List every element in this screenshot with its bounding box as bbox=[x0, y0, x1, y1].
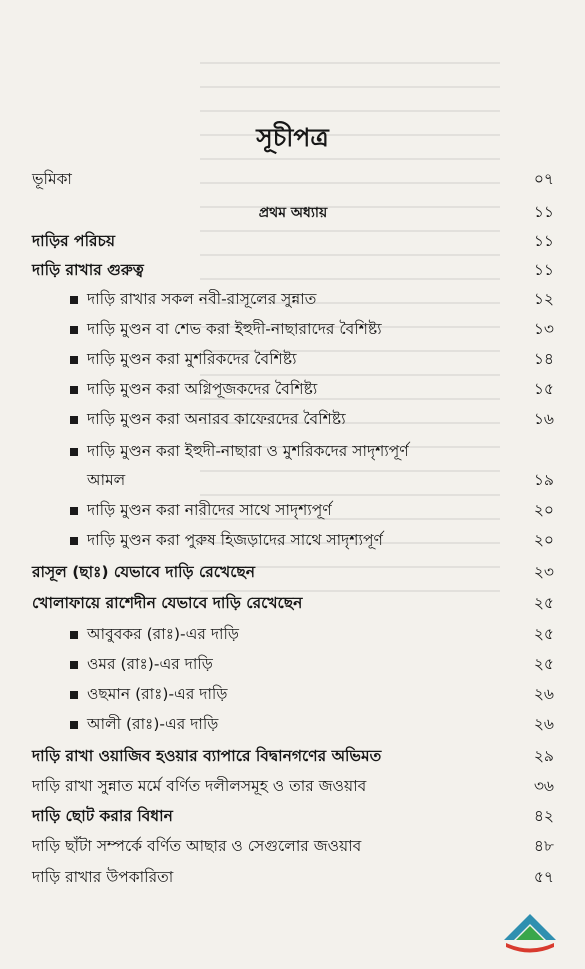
toc-entry bbox=[32, 228, 554, 256]
chapter-heading bbox=[32, 199, 554, 227]
toc-entry-text: দাড়ি রাখার গুরুত্ব bbox=[32, 261, 144, 279]
square-bullet-icon bbox=[70, 721, 78, 729]
toc-entry-text: দাড়ি রাখার সকল নবী-রাসূলের সুন্নাত bbox=[87, 290, 317, 308]
toc-entry-page: ২৬ bbox=[533, 685, 554, 703]
toc-entry bbox=[32, 257, 554, 285]
toc-entry-page: ৩৬ bbox=[533, 777, 554, 795]
toc-entry-page: ১৬ bbox=[533, 410, 554, 428]
toc-entry-text: দাড়ির পরিচয় bbox=[32, 232, 116, 250]
toc-subentry bbox=[70, 346, 554, 374]
toc-entry-text: আলী (রাঃ)-এর দাড়ি bbox=[87, 715, 219, 733]
toc-entry-page: ২৯ bbox=[533, 747, 554, 765]
toc-entry-text: দাড়ি মুণ্ডন করা পুরুষ হিজড়াদের সাথে সাদৃশ্যপূর্ণ bbox=[87, 531, 383, 549]
toc-entry-page: ৫৭ bbox=[533, 868, 554, 886]
square-bullet-icon bbox=[70, 296, 78, 304]
toc-entry-page: ০৭ bbox=[533, 170, 554, 188]
toc-entry bbox=[32, 833, 554, 861]
square-bullet-icon bbox=[70, 448, 78, 456]
toc-entry-text: ভূমিকা bbox=[32, 170, 72, 188]
toc-entry-text: ওছমান (রাঃ)-এর দাড়ি bbox=[87, 685, 228, 703]
toc-subentry bbox=[70, 681, 554, 709]
toc-entry-text: দাড়ি রাখা সুন্নাত মর্মে বর্ণিত দলীলসমূহ ও তার জওয়াব bbox=[32, 777, 367, 795]
toc-entry-page: ১৯ bbox=[533, 471, 554, 489]
toc-entry-page: ২৫ bbox=[533, 625, 554, 643]
square-bullet-icon bbox=[70, 691, 78, 699]
toc-entry-text: দাড়ি মুণ্ডন করা অগ্নিপূজকদের বৈশিষ্ট্য bbox=[87, 380, 318, 398]
toc-entry-text: দাড়ি ছোট করার বিধান bbox=[32, 807, 173, 825]
toc-entry-page: ১৫ bbox=[533, 380, 554, 398]
toc-subentry bbox=[70, 621, 554, 649]
toc-entry bbox=[32, 743, 554, 771]
toc-entry-text-continued: আমল bbox=[87, 471, 126, 489]
toc-entry-page: ২৬ bbox=[533, 715, 554, 733]
toc-entry-page: ১১ bbox=[533, 203, 554, 221]
toc-entry-page: ২৫ bbox=[533, 655, 554, 673]
toc-entry bbox=[32, 864, 554, 892]
square-bullet-icon bbox=[70, 631, 78, 639]
toc-entry-page: ২৩ bbox=[533, 563, 554, 581]
square-bullet-icon bbox=[70, 326, 78, 334]
toc-subentry bbox=[70, 651, 554, 679]
toc-entry-page: ১১ bbox=[533, 232, 554, 250]
toc-entry bbox=[32, 773, 554, 801]
toc-subentry bbox=[70, 406, 554, 434]
toc-entry-text: দাড়ি রাখা ওয়াজিব হওয়ার ব্যাপারে বিদ্বানগণের অভিমত bbox=[32, 747, 382, 765]
toc-entry-text: দাড়ি মুণ্ডন করা মুশরিকদের বৈশিষ্ট্য bbox=[87, 350, 297, 368]
toc-entry-text: ওমর (রাঃ)-এর দাড়ি bbox=[87, 655, 213, 673]
toc-subentry bbox=[70, 376, 554, 404]
square-bullet-icon bbox=[70, 537, 78, 545]
toc-entry-continuation bbox=[87, 467, 554, 495]
toc-subentry bbox=[70, 711, 554, 739]
toc-subentry bbox=[70, 527, 554, 555]
toc-entry-page: ৪৮ bbox=[533, 837, 554, 855]
toc-subentry bbox=[70, 438, 554, 466]
toc-subentry bbox=[70, 497, 554, 525]
toc-entry-text: দাড়ি রাখার উপকারিতা bbox=[32, 868, 174, 886]
chapter-heading-text: প্রথম অধ্যায় bbox=[258, 205, 328, 221]
toc-entry-page: ১৩ bbox=[533, 320, 554, 338]
toc-entry bbox=[32, 559, 554, 587]
toc-entry bbox=[32, 803, 554, 831]
toc-entry bbox=[32, 166, 554, 194]
toc-entry-text: দাড়ি মুণ্ডন করা নারীদের সাথে সাদৃশ্যপূর্ণ bbox=[87, 501, 332, 519]
toc-entry-text: দাড়ি মুণ্ডন করা অনারব কাফেরদের বৈশিষ্ট্য bbox=[87, 410, 346, 428]
toc-entry-text: দাড়ি মুণ্ডন করা ইহুদী-নাছারা ও মুশরিকদের সাদৃশ্যপূর্ণ bbox=[87, 442, 409, 460]
square-bullet-icon bbox=[70, 661, 78, 669]
toc-entry-text: দাড়ি মুণ্ডন বা শেভ করা ইহুদী-নাছারাদের বৈশিষ্ট্য bbox=[87, 320, 382, 338]
toc-entry-text: দাড়ি ছাঁটা সম্পর্কে বর্ণিত আছার ও সেগুলোর জওয়াব bbox=[32, 837, 362, 855]
square-bullet-icon bbox=[70, 416, 78, 424]
square-bullet-icon bbox=[70, 386, 78, 394]
toc-entry-text: রাসূল (ছাঃ) যেভাবে দাড়ি রেখেছেন bbox=[32, 563, 256, 581]
toc-entry-page: ৪২ bbox=[533, 807, 554, 825]
toc-entry bbox=[32, 590, 554, 618]
toc-entry-page: ২০ bbox=[533, 531, 554, 549]
page-title: সূচীপত্র bbox=[256, 123, 329, 152]
toc-entry-text: আবুবকর (রাঃ)-এর দাড়ি bbox=[87, 625, 239, 643]
square-bullet-icon bbox=[70, 507, 78, 515]
toc-entry-page: ১২ bbox=[533, 290, 554, 308]
publisher-logo-icon bbox=[500, 910, 560, 955]
toc-entry-page: ২৫ bbox=[533, 594, 554, 612]
toc-entry-page: ১১ bbox=[533, 261, 554, 279]
toc-entry-text: খোলাফায়ে রাশেদীন যেভাবে দাড়ি রেখেছেন bbox=[32, 594, 303, 612]
toc-subentry bbox=[70, 286, 554, 314]
square-bullet-icon bbox=[70, 356, 78, 364]
toc-entry-page: ২০ bbox=[533, 501, 554, 519]
toc-subentry bbox=[70, 316, 554, 344]
toc-entry-page: ১৪ bbox=[533, 350, 554, 368]
